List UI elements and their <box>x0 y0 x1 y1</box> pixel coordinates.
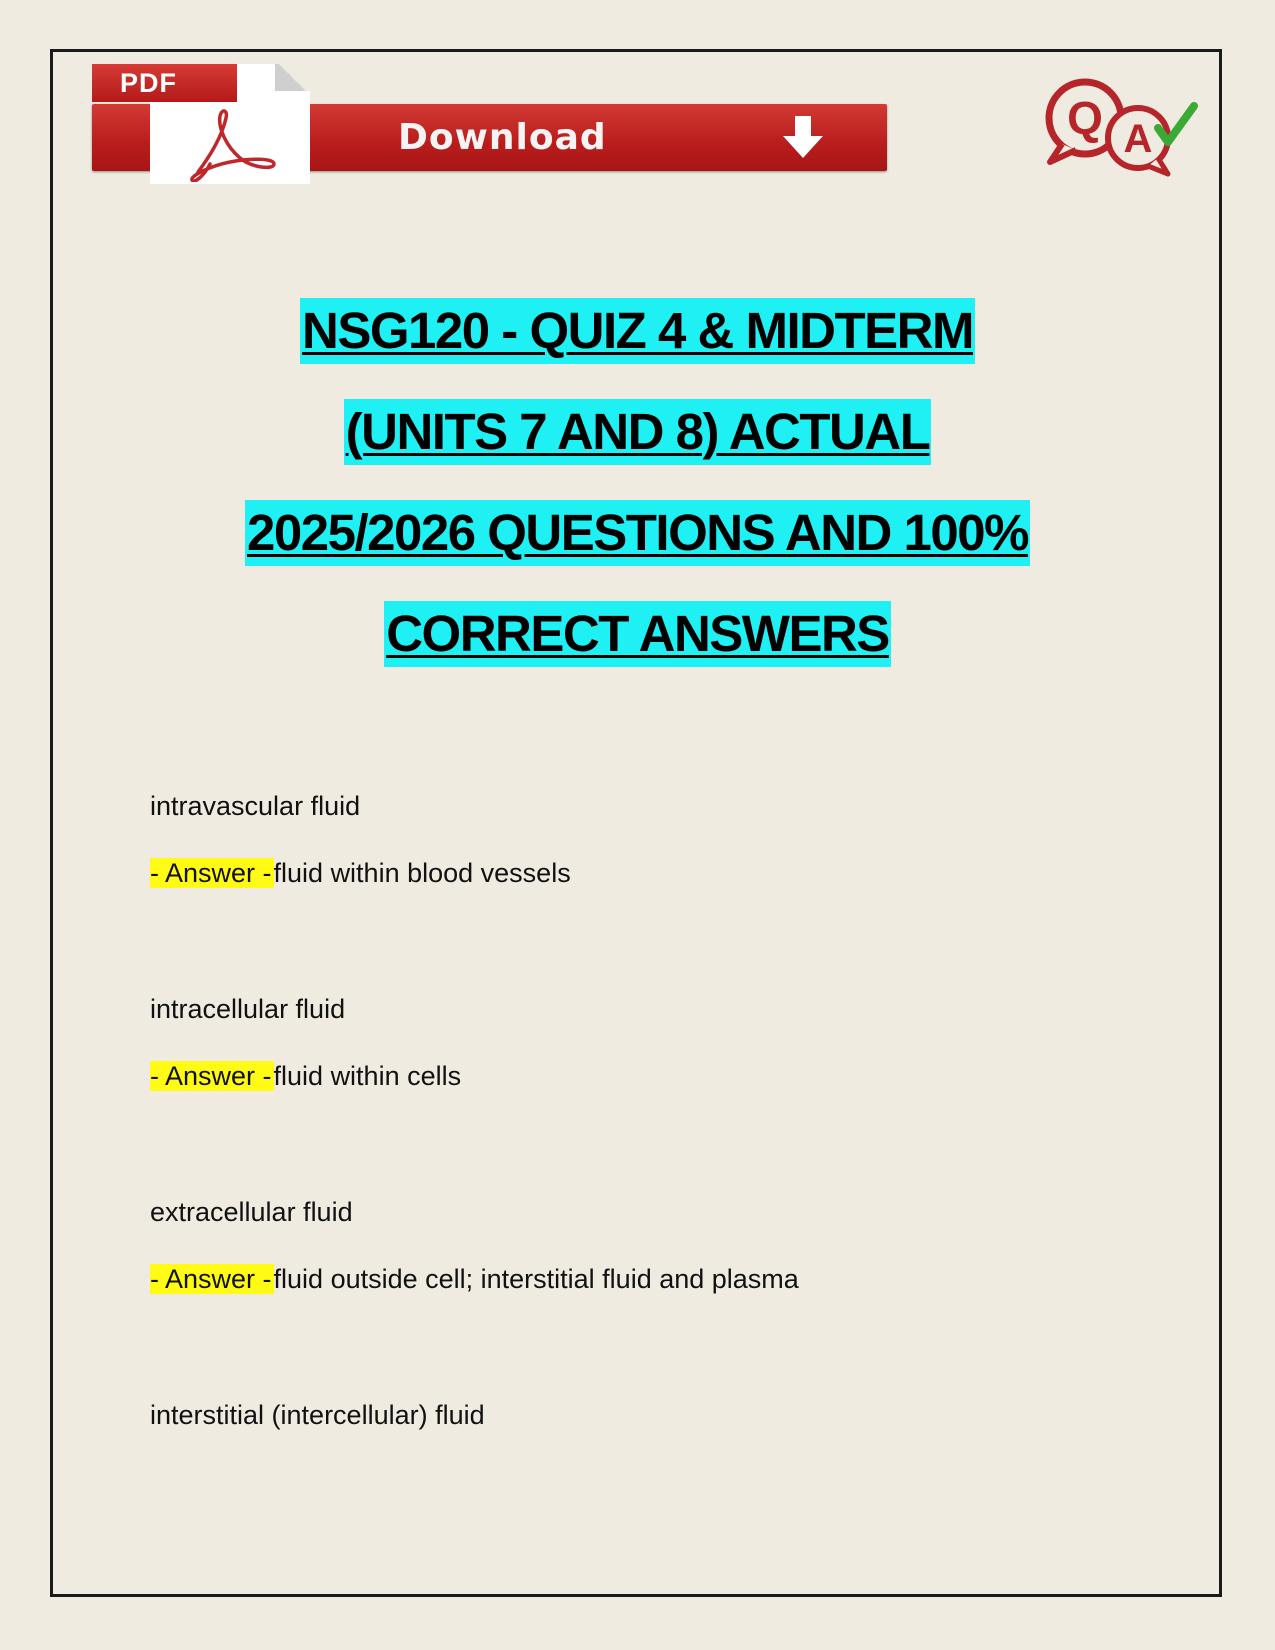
download-label[interactable]: Download <box>398 117 607 158</box>
down-arrow-icon[interactable] <box>779 114 827 162</box>
qa-entry <box>150 992 1150 1195</box>
logo-q-letter: Q <box>1067 92 1103 144</box>
question-term: extracellular fluid <box>150 1197 353 1227</box>
page-fold <box>275 64 310 91</box>
question-term: intravascular fluid <box>150 791 361 821</box>
title-line: CORRECT ANSWERS <box>384 601 891 667</box>
pdf-download-banner[interactable] <box>92 60 887 185</box>
answer-text: fluid within blood vessels <box>273 858 571 888</box>
title-line: (UNITS 7 AND 8) ACTUAL <box>344 399 932 465</box>
pdf-label: PDF <box>92 64 237 102</box>
question-term: interstitial (intercellular) fluid <box>150 1400 485 1430</box>
question-term: intracellular fluid <box>150 994 346 1024</box>
answer-marker: - Answer - <box>150 1061 272 1091</box>
answer-text: fluid outside cell; interstitial fluid and plasma <box>273 1264 799 1294</box>
title-line: NSG120 - QUIZ 4 & MIDTERM <box>300 298 975 364</box>
answer-line <box>150 856 571 890</box>
answer-text: fluid within cells <box>273 1061 462 1091</box>
title-line: 2025/2026 QUESTIONS AND 100% <box>245 500 1030 566</box>
qa-entry <box>150 1398 1150 1601</box>
document-title <box>100 298 1175 702</box>
qa-entry <box>150 1195 1150 1398</box>
logo-a-letter: A <box>1123 117 1153 161</box>
qa-entry <box>150 789 1150 992</box>
acrobat-icon <box>170 106 290 182</box>
answer-line <box>150 1059 461 1093</box>
answer-marker: - Answer - <box>150 858 272 888</box>
qa-logo <box>1040 78 1210 178</box>
answer-marker: - Answer - <box>150 1264 272 1294</box>
answer-line <box>150 1262 799 1296</box>
qa-list <box>150 789 1150 1601</box>
